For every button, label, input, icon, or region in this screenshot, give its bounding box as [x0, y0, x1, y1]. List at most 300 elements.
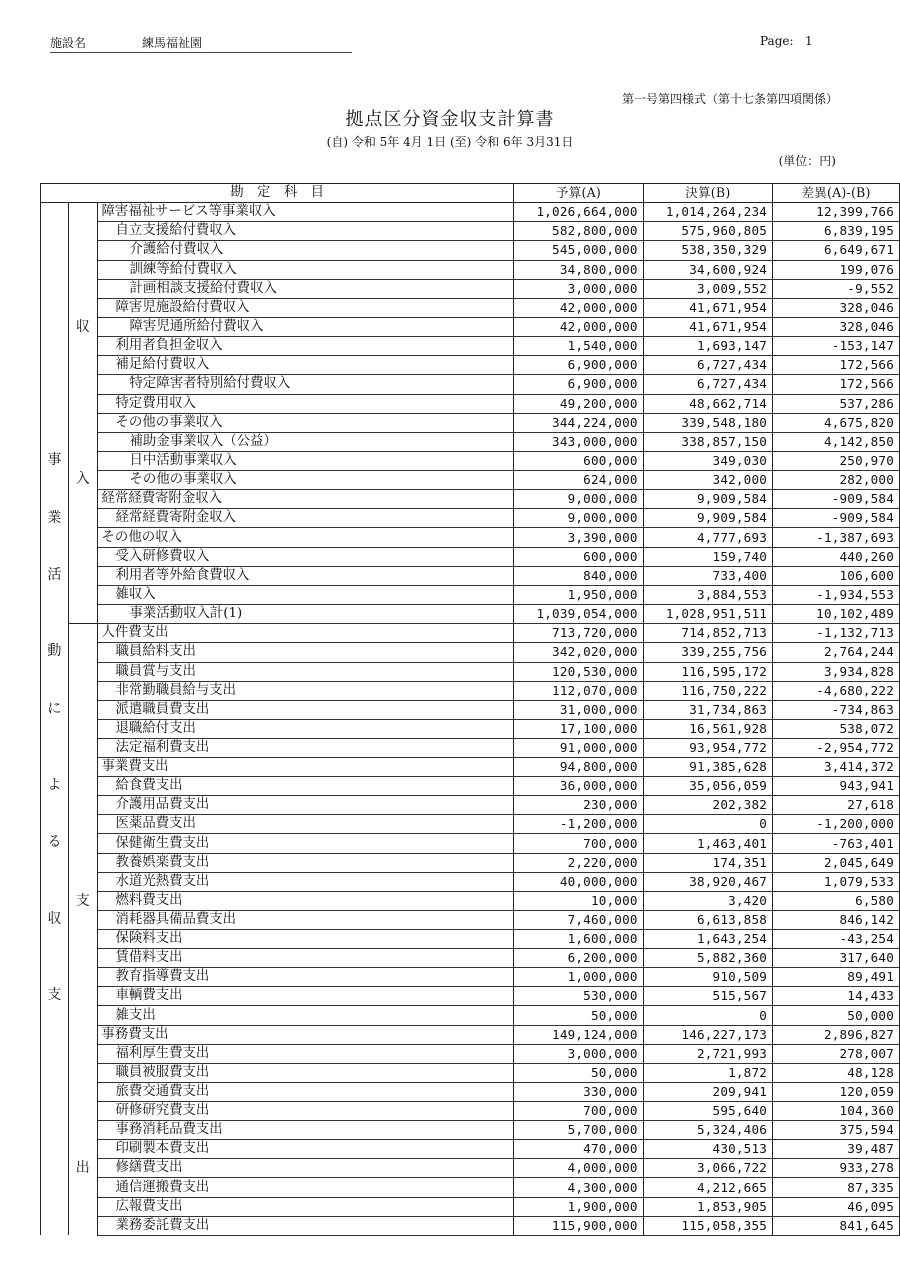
table-row	[41, 796, 900, 815]
actual-value: 3,009,552	[643, 279, 772, 298]
table-row	[41, 815, 900, 834]
table-row	[41, 1044, 900, 1063]
actual-value: 4,777,693	[643, 528, 772, 547]
diff-value: 933,278	[773, 1159, 900, 1178]
actual-value: 0	[643, 1006, 772, 1025]
table-row	[41, 432, 900, 451]
table-row	[41, 528, 900, 547]
table-row	[41, 1216, 900, 1235]
table-row	[41, 1178, 900, 1197]
diff-value: 39,487	[773, 1140, 900, 1159]
account-name: 雑収入	[97, 585, 514, 604]
actual-value: 338,857,150	[643, 432, 772, 451]
diff-value: 48,128	[773, 1063, 900, 1082]
diff-value: 375,594	[773, 1121, 900, 1140]
actual-value: 6,727,434	[643, 375, 772, 394]
account-name: 業務委託費支出	[97, 1216, 514, 1235]
budget-value: 6,900,000	[514, 356, 643, 375]
account-name: 教育指導費支出	[97, 968, 514, 987]
budget-value: 6,900,000	[514, 375, 643, 394]
cash-flow-table	[40, 183, 900, 1236]
budget-value: 470,000	[514, 1140, 643, 1159]
budget-value: 700,000	[514, 1102, 643, 1121]
budget-value: 49,200,000	[514, 394, 643, 413]
table-row	[41, 1159, 900, 1178]
expense-label-cell	[68, 624, 97, 1236]
actual-value: 339,548,180	[643, 413, 772, 432]
diff-value: 440,260	[773, 547, 900, 566]
facility-label: 施設名	[50, 34, 142, 53]
table-row	[41, 566, 900, 585]
diff-value: 172,566	[773, 375, 900, 394]
actual-value: 575,960,805	[643, 222, 772, 241]
table-row	[41, 222, 900, 241]
actual-value: 349,030	[643, 451, 772, 470]
table-row	[41, 585, 900, 604]
budget-value: 40,000,000	[514, 872, 643, 891]
diff-value: 278,007	[773, 1044, 900, 1063]
account-name: 障害福祉サービス等事業収入	[97, 203, 514, 222]
actual-value: 1,853,905	[643, 1197, 772, 1216]
account-name: 印刷製本費支出	[97, 1140, 514, 1159]
table-body	[41, 203, 900, 1236]
section-label-cell	[41, 203, 69, 1236]
account-name: 職員給料支出	[97, 643, 514, 662]
table-row	[41, 547, 900, 566]
budget-value: 9,000,000	[514, 509, 643, 528]
budget-value: 342,020,000	[514, 643, 643, 662]
budget-value: 530,000	[514, 987, 643, 1006]
table-row	[41, 624, 900, 643]
table-row	[41, 643, 900, 662]
facility-name: 練馬福祉園	[142, 34, 352, 53]
account-name: 障害児通所給付費収入	[97, 317, 514, 336]
account-name: 自立支援給付費収入	[97, 222, 514, 241]
table-row	[41, 490, 900, 509]
budget-value: 3,000,000	[514, 279, 643, 298]
table-row	[41, 471, 900, 490]
account-name: 事務消耗品費支出	[97, 1121, 514, 1140]
table-row	[41, 356, 900, 375]
section-char: る	[47, 834, 62, 851]
table-row	[41, 719, 900, 738]
table-row	[41, 375, 900, 394]
account-name: 旅費交通費支出	[97, 1082, 514, 1101]
diff-value: 199,076	[773, 260, 900, 279]
actual-value: 116,750,222	[643, 681, 772, 700]
account-name: 事業活動収入計(1)	[97, 605, 514, 624]
table-row	[41, 1006, 900, 1025]
account-name: 修繕費支出	[97, 1159, 514, 1178]
actual-value: 2,721,993	[643, 1044, 772, 1063]
actual-value: 31,734,863	[643, 700, 772, 719]
account-name: 退職給付支出	[97, 719, 514, 738]
account-name: 介護給付費収入	[97, 241, 514, 260]
diff-value: 4,675,820	[773, 413, 900, 432]
budget-value: 700,000	[514, 834, 643, 853]
actual-value: 3,884,553	[643, 585, 772, 604]
actual-value: 146,227,173	[643, 1025, 772, 1044]
actual-value: 9,909,584	[643, 509, 772, 528]
diff-value: 328,046	[773, 317, 900, 336]
table-row	[41, 968, 900, 987]
diff-value: 6,580	[773, 891, 900, 910]
account-name: 特定費用収入	[97, 394, 514, 413]
actual-value: 3,420	[643, 891, 772, 910]
budget-value: 7,460,000	[514, 910, 643, 929]
diff-value: 87,335	[773, 1178, 900, 1197]
budget-value: 10,000	[514, 891, 643, 910]
actual-value: 1,014,264,234	[643, 203, 772, 222]
section-char: 事	[47, 452, 62, 469]
diff-value: 172,566	[773, 356, 900, 375]
diff-value: -1,387,693	[773, 528, 900, 547]
actual-value: 0	[643, 815, 772, 834]
account-name: 給食費支出	[97, 777, 514, 796]
section-char: 動	[47, 643, 62, 660]
budget-value: 50,000	[514, 1063, 643, 1082]
table-row	[41, 451, 900, 470]
account-name: 事業費支出	[97, 758, 514, 777]
column-header-actual: 決算(B)	[643, 184, 772, 203]
budget-value: 112,070,000	[514, 681, 643, 700]
budget-value: 9,000,000	[514, 490, 643, 509]
account-name: 教養娯楽費支出	[97, 853, 514, 872]
account-name: 日中活動事業収入	[97, 451, 514, 470]
actual-value: 5,882,360	[643, 949, 772, 968]
budget-value: 36,000,000	[514, 777, 643, 796]
budget-value: 1,950,000	[514, 585, 643, 604]
diff-value: -1,132,713	[773, 624, 900, 643]
account-name: 研修研究費支出	[97, 1102, 514, 1121]
income-label-cell	[68, 203, 97, 624]
table-row	[41, 1121, 900, 1140]
actual-value: 38,920,467	[643, 872, 772, 891]
column-header-budget: 予算(A)	[514, 184, 643, 203]
actual-value: 174,351	[643, 853, 772, 872]
actual-value: 515,567	[643, 987, 772, 1006]
diff-value: 250,970	[773, 451, 900, 470]
table-row	[41, 241, 900, 260]
expense-char: 出	[75, 1160, 90, 1177]
diff-value: 317,640	[773, 949, 900, 968]
diff-value: -763,401	[773, 834, 900, 853]
diff-value: 1,079,533	[773, 872, 900, 891]
budget-value: 6,200,000	[514, 949, 643, 968]
income-char: 入	[75, 471, 90, 488]
section-char: よ	[47, 777, 62, 794]
budget-value: 344,224,000	[514, 413, 643, 432]
diff-value: 943,941	[773, 777, 900, 796]
account-name: 職員賞与支出	[97, 662, 514, 681]
table-row	[41, 681, 900, 700]
diff-value: 537,286	[773, 394, 900, 413]
budget-value: 3,000,000	[514, 1044, 643, 1063]
account-name: 雑支出	[97, 1006, 514, 1025]
table-row	[41, 298, 900, 317]
actual-value: 48,662,714	[643, 394, 772, 413]
actual-value: 910,509	[643, 968, 772, 987]
budget-value: 1,540,000	[514, 337, 643, 356]
actual-value: 430,513	[643, 1140, 772, 1159]
table-row	[41, 413, 900, 432]
account-name: 経常経費寄附金収入	[97, 490, 514, 509]
account-name: その他の事業収入	[97, 413, 514, 432]
diff-value: 3,934,828	[773, 662, 900, 681]
diff-value: 104,360	[773, 1102, 900, 1121]
table-row	[41, 203, 900, 222]
page-number: 1	[804, 34, 813, 48]
table-row	[41, 758, 900, 777]
diff-value: -1,934,553	[773, 585, 900, 604]
account-name: 通信運搬費支出	[97, 1178, 514, 1197]
actual-value: 16,561,928	[643, 719, 772, 738]
budget-value: 91,000,000	[514, 738, 643, 757]
form-reference: 第一号第四様式（第十七条第四項関係）	[621, 92, 838, 106]
diff-value: 6,649,671	[773, 241, 900, 260]
account-name: 賃借料支出	[97, 949, 514, 968]
actual-value: 714,852,713	[643, 624, 772, 643]
actual-value: 9,909,584	[643, 490, 772, 509]
diff-value: -734,863	[773, 700, 900, 719]
diff-value: -153,147	[773, 337, 900, 356]
diff-value: 2,045,649	[773, 853, 900, 872]
account-name: 人件費支出	[97, 624, 514, 643]
diff-value: -909,584	[773, 509, 900, 528]
facility-header	[50, 34, 352, 53]
budget-value: 713,720,000	[514, 624, 643, 643]
account-name: 訓練等給付費収入	[97, 260, 514, 279]
account-name: 車輌費支出	[97, 987, 514, 1006]
account-name: 広報費支出	[97, 1197, 514, 1216]
account-name: 介護用品費支出	[97, 796, 514, 815]
table-row	[41, 853, 900, 872]
table-row	[41, 1102, 900, 1121]
table-row	[41, 662, 900, 681]
budget-value: 31,000,000	[514, 700, 643, 719]
diff-value: 46,095	[773, 1197, 900, 1216]
account-name: 保健衛生費支出	[97, 834, 514, 853]
account-name: 受入研修費収入	[97, 547, 514, 566]
budget-value: 42,000,000	[514, 317, 643, 336]
table-row	[41, 987, 900, 1006]
actual-value: 1,028,951,511	[643, 605, 772, 624]
budget-value: 2,220,000	[514, 853, 643, 872]
page-label: Page:	[760, 34, 794, 48]
table-row	[41, 337, 900, 356]
actual-value: 202,382	[643, 796, 772, 815]
budget-value: -1,200,000	[514, 815, 643, 834]
diff-value: 846,142	[773, 910, 900, 929]
diff-value: 538,072	[773, 719, 900, 738]
account-name: 派遣職員費支出	[97, 700, 514, 719]
budget-value: 50,000	[514, 1006, 643, 1025]
budget-value: 17,100,000	[514, 719, 643, 738]
account-name: 事務費支出	[97, 1025, 514, 1044]
table-row	[41, 394, 900, 413]
actual-value: 1,463,401	[643, 834, 772, 853]
actual-value: 41,671,954	[643, 317, 772, 336]
budget-value: 600,000	[514, 547, 643, 566]
actual-value: 41,671,954	[643, 298, 772, 317]
account-name: 水道光熱費支出	[97, 872, 514, 891]
account-name: 利用者負担金収入	[97, 337, 514, 356]
budget-value: 330,000	[514, 1082, 643, 1101]
actual-value: 1,643,254	[643, 930, 772, 949]
budget-value: 545,000,000	[514, 241, 643, 260]
actual-value: 595,640	[643, 1102, 772, 1121]
actual-value: 733,400	[643, 566, 772, 585]
page-indicator	[760, 34, 813, 48]
income-char: 収	[75, 318, 90, 335]
account-name: 経常経費寄附金収入	[97, 509, 514, 528]
budget-value: 149,124,000	[514, 1025, 643, 1044]
section-char: 業	[47, 509, 62, 526]
actual-value: 93,954,772	[643, 738, 772, 757]
actual-value: 342,000	[643, 471, 772, 490]
actual-value: 4,212,665	[643, 1178, 772, 1197]
account-name: 医薬品費支出	[97, 815, 514, 834]
account-name: 職員被服費支出	[97, 1063, 514, 1082]
fiscal-period: (自) 令和 5年 4月 1日 (至) 令和 6年 3月31日	[326, 135, 574, 149]
diff-value: 3,414,372	[773, 758, 900, 777]
budget-value: 1,026,664,000	[514, 203, 643, 222]
account-name: 福利厚生費支出	[97, 1044, 514, 1063]
budget-value: 1,600,000	[514, 930, 643, 949]
actual-value: 116,595,172	[643, 662, 772, 681]
account-name: 補助金事業収入（公益）	[97, 432, 514, 451]
account-name: 利用者等外給食費収入	[97, 566, 514, 585]
table-row	[41, 834, 900, 853]
account-name: その他の事業収入	[97, 471, 514, 490]
account-name: 非常勤職員給与支出	[97, 681, 514, 700]
diff-value: -4,680,222	[773, 681, 900, 700]
account-name: 障害児施設給付費収入	[97, 298, 514, 317]
table-row	[41, 1025, 900, 1044]
budget-value: 1,900,000	[514, 1197, 643, 1216]
table-row	[41, 260, 900, 279]
budget-value: 343,000,000	[514, 432, 643, 451]
budget-value: 624,000	[514, 471, 643, 490]
diff-value: 841,645	[773, 1216, 900, 1235]
diff-value: 12,399,766	[773, 203, 900, 222]
column-header-diff: 差異(A)-(B)	[773, 184, 900, 203]
budget-value: 4,000,000	[514, 1159, 643, 1178]
account-name: 燃料費支出	[97, 891, 514, 910]
table-row	[41, 1063, 900, 1082]
account-name: 法定福利費支出	[97, 738, 514, 757]
budget-value: 230,000	[514, 796, 643, 815]
table-row	[41, 738, 900, 757]
budget-value: 582,800,000	[514, 222, 643, 241]
table-header-row	[41, 184, 900, 203]
diff-value: 14,433	[773, 987, 900, 1006]
actual-value: 6,613,858	[643, 910, 772, 929]
actual-value: 3,066,722	[643, 1159, 772, 1178]
document-title: 拠点区分資金収支計算書	[345, 109, 555, 130]
actual-value: 339,255,756	[643, 643, 772, 662]
expense-char: 支	[75, 892, 90, 909]
actual-value: 1,872	[643, 1063, 772, 1082]
currency-unit: (単位：円)	[778, 154, 836, 168]
actual-value: 1,693,147	[643, 337, 772, 356]
diff-value: -9,552	[773, 279, 900, 298]
diff-value: 27,618	[773, 796, 900, 815]
budget-value: 42,000,000	[514, 298, 643, 317]
actual-value: 209,941	[643, 1082, 772, 1101]
table-row	[41, 1197, 900, 1216]
budget-value: 1,000,000	[514, 968, 643, 987]
actual-value: 115,058,355	[643, 1216, 772, 1235]
section-char: 支	[47, 987, 62, 1004]
budget-value: 5,700,000	[514, 1121, 643, 1140]
diff-value: 2,764,244	[773, 643, 900, 662]
table-row	[41, 1140, 900, 1159]
table-row	[41, 509, 900, 528]
account-name: 特定障害者特別給付費収入	[97, 375, 514, 394]
table-row	[41, 910, 900, 929]
diff-value: -2,954,772	[773, 738, 900, 757]
diff-value: -909,584	[773, 490, 900, 509]
table-row	[41, 1082, 900, 1101]
actual-value: 35,056,059	[643, 777, 772, 796]
budget-value: 840,000	[514, 566, 643, 585]
table-row	[41, 949, 900, 968]
diff-value: 328,046	[773, 298, 900, 317]
table-row	[41, 872, 900, 891]
table-row	[41, 891, 900, 910]
diff-value: 2,896,827	[773, 1025, 900, 1044]
budget-value: 34,800,000	[514, 260, 643, 279]
actual-value: 159,740	[643, 547, 772, 566]
column-header-account: 勘 定 科 目	[41, 184, 514, 203]
table-row	[41, 279, 900, 298]
table-row	[41, 777, 900, 796]
section-char: に	[47, 700, 62, 717]
table-row	[41, 317, 900, 336]
actual-value: 6,727,434	[643, 356, 772, 375]
diff-value: -43,254	[773, 930, 900, 949]
diff-value: 89,491	[773, 968, 900, 987]
diff-value: 10,102,489	[773, 605, 900, 624]
diff-value: -1,200,000	[773, 815, 900, 834]
diff-value: 282,000	[773, 471, 900, 490]
actual-value: 538,350,329	[643, 241, 772, 260]
budget-value: 1,039,054,000	[514, 605, 643, 624]
actual-value: 91,385,628	[643, 758, 772, 777]
table-row	[41, 930, 900, 949]
table-row	[41, 605, 900, 624]
diff-value: 106,600	[773, 566, 900, 585]
budget-value: 120,530,000	[514, 662, 643, 681]
account-name: 消耗器具備品費支出	[97, 910, 514, 929]
diff-value: 50,000	[773, 1006, 900, 1025]
account-name: 補足給付費収入	[97, 356, 514, 375]
diff-value: 4,142,850	[773, 432, 900, 451]
budget-value: 3,390,000	[514, 528, 643, 547]
account-name: 計画相談支援給付費収入	[97, 279, 514, 298]
budget-value: 4,300,000	[514, 1178, 643, 1197]
section-char: 活	[47, 566, 62, 583]
budget-value: 600,000	[514, 451, 643, 470]
budget-value: 94,800,000	[514, 758, 643, 777]
actual-value: 34,600,924	[643, 260, 772, 279]
account-name: その他の収入	[97, 528, 514, 547]
diff-value: 6,839,195	[773, 222, 900, 241]
budget-value: 115,900,000	[514, 1216, 643, 1235]
actual-value: 5,324,406	[643, 1121, 772, 1140]
section-char: 収	[47, 910, 62, 927]
